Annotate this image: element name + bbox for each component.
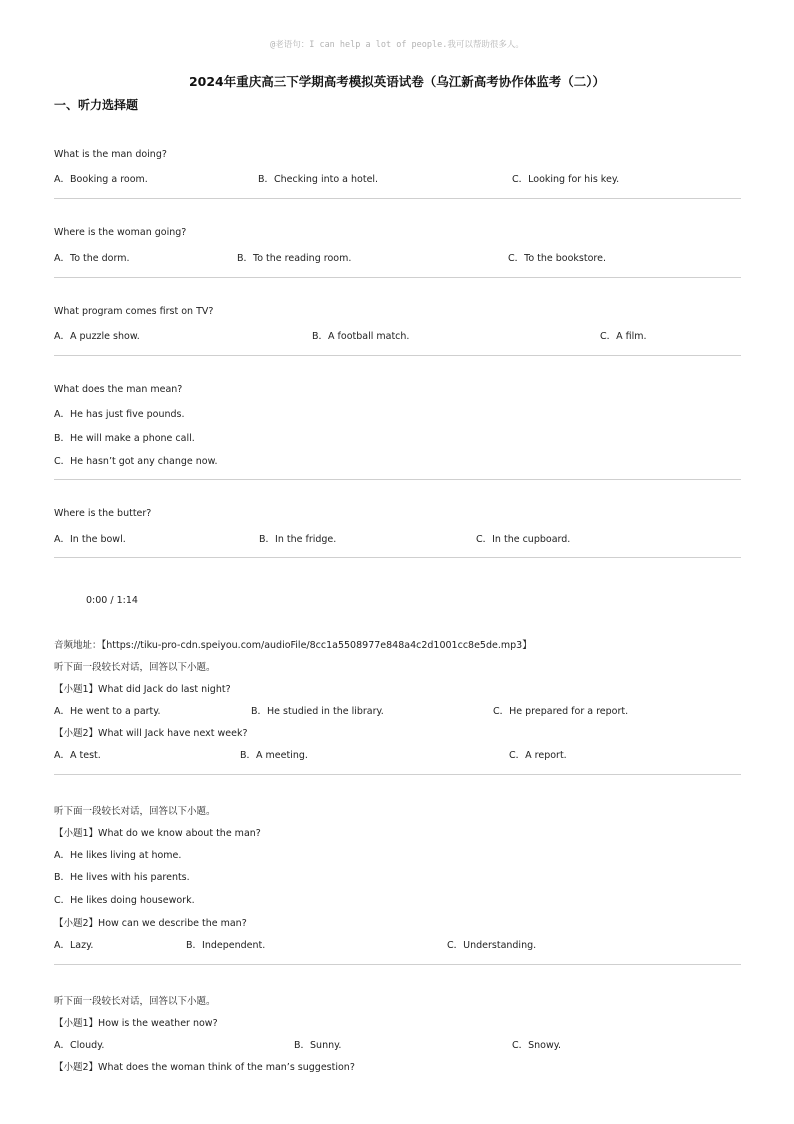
question-3: What program comes first on TV? [54,306,214,317]
divider [54,198,741,199]
group3-subquestion-1: 【小题1】How is the weather now? [54,1018,218,1029]
group1-q1-option-b: B．He studied in the library. [251,706,384,717]
group1-q2-option-b: B．A meeting. [240,750,308,761]
group3-q1-option-b: B．Sunny. [294,1040,342,1051]
question-2: Where is the woman going? [54,227,187,238]
q4-option-c: C．He hasn’t got any change now. [54,456,218,467]
group2-q1-option-a: A．He likes living at home. [54,850,182,861]
q2-option-b: B．To the reading room. [237,253,352,264]
q1-option-c: C．Looking for his key. [512,174,620,185]
group2-q2-option-c: C．Understanding. [447,940,537,951]
divider [54,774,741,775]
group2-subquestion-1: 【小题1】What do we know about the man? [54,828,261,839]
group1-intro: 听下面一段较长对话，回答以下小题。 [54,662,216,673]
q4-option-a: A．He has just five pounds. [54,409,185,420]
divider [54,277,741,278]
q3-option-b: B．A football match. [312,331,410,342]
group3-q1-option-c: C．Snowy. [512,1040,562,1051]
divider [54,355,741,356]
question-4: What does the man mean? [54,384,183,395]
divider [54,557,741,558]
group3-intro: 听下面一段较长对话，回答以下小题。 [54,996,216,1007]
group2-q1-option-b: B．He lives with his parents. [54,872,190,883]
divider [54,479,741,480]
group1-subquestion-2: 【小题2】What will Jack have next week? [54,728,248,739]
section-title: 一、听力选择题 [54,98,139,112]
q5-option-c: C．In the cupboard. [476,534,571,545]
question-1: What is the man doing? [54,149,167,160]
question-5: Where is the butter? [54,508,152,519]
group1-subquestion-1: 【小题1】What did Jack do last night? [54,684,231,695]
q4-option-b: B．He will make a phone call. [54,433,195,444]
q2-option-c: C．To the bookstore. [508,253,606,264]
q2-option-a: A．To the dorm. [54,253,130,264]
audio-time[interactable]: 0:00 / 1:14 [86,595,138,606]
group1-q1-option-c: C．He prepared for a report. [493,706,629,717]
audio-address: 音频地址：【https://tiku-pro-cdn.speiyou.com/audioFile/8cc1a5508977e848a4c2d1001cc8e5de.mp3】 [54,640,532,651]
group2-q2-option-b: B．Independent. [186,940,266,951]
q5-option-a: A．In the bowl. [54,534,126,545]
q3-option-a: A．A puzzle show. [54,331,140,342]
group2-q1-option-c: C．He likes doing housework. [54,895,195,906]
group3-q1-option-a: A．Cloudy. [54,1040,105,1051]
group1-q1-option-a: A．He went to a party. [54,706,161,717]
group2-intro: 听下面一段较长对话，回答以下小题。 [54,806,216,817]
group1-q2-option-a: A．A test. [54,750,101,761]
watermark: @老语句：I can help a lot of people.我可以帮助很多人。 [270,40,524,50]
q1-option-b: B．Checking into a hotel. [258,174,379,185]
q5-option-b: B．In the fridge. [259,534,337,545]
exam-title: 2024年重庆高三下学期高考模拟英语试卷（乌江新高考协作体监考（二）） [188,74,606,89]
group2-subquestion-2: 【小题2】How can we describe the man? [54,918,247,929]
divider [54,964,741,965]
group1-q2-option-c: C．A report. [509,750,567,761]
q3-option-c: C．A film. [600,331,647,342]
q1-option-a: A．Booking a room. [54,174,148,185]
group3-subquestion-2: 【小题2】What does the woman think of the man’s suggestion? [54,1062,355,1073]
group2-q2-option-a: A．Lazy. [54,940,94,951]
